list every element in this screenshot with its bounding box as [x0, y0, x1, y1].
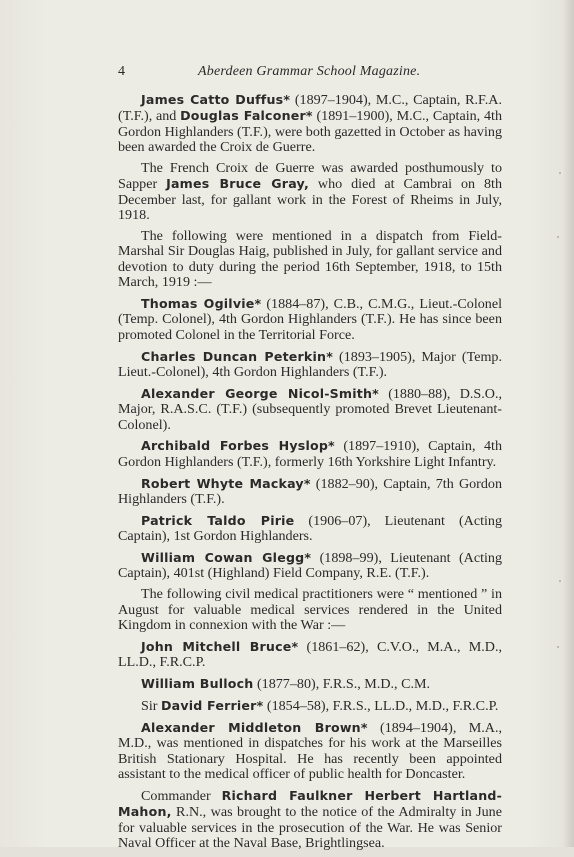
entry-glegg: William Cowan Glegg* (1898–99), Lieutenant (Acting Captain), 401st (Highland) Field Company, R.E. (T.F.). — [118, 550, 503, 582]
person-name: Robert Whyte Mackay* — [141, 475, 311, 491]
person-name: Alexander George Nicol-Smith* — [141, 385, 379, 401]
paper-speck — [559, 172, 561, 174]
person-name: James Catto Duffus* — [141, 92, 291, 107]
paragraph-haig-dispatch-intro: The following were mentioned in a dispatch from Field-Marshal Sir Douglas Haig, published in July, for gallant service and devotion to duty during the period 16th September, 1918, to 15th March, 1919 :— — [118, 228, 502, 291]
entry-nicol-smith: Alexander George Nicol-Smith* (1880–88), D.S.O., Major, R.A.S.C. (T.F.) (subsequently promoted Brevet Lieutenant-Colonel). — [118, 385, 502, 433]
paragraph-duffus-falconer: James Catto Duffus* (1897–1904), M.C., Captain, R.F.A. (T.F.), and Douglas Falconer* (1891–1900), M.C., Captain, 4th Gordon Highlanders (T.F.), were both gazetted in October as having been awarded the Croix de Guerre. — [118, 92, 502, 156]
person-name: Alexander Middleton Brown* — [141, 719, 368, 735]
magazine-title: Aberdeen Grammar School Magazine. — [198, 64, 421, 79]
person-name: John Mitchell Bruce* — [141, 638, 299, 654]
person-name: Thomas Ogilvie* — [141, 296, 262, 312]
entry-bruce: John Mitchell Bruce* (1861–62), C.V.O., M.A., M.D., LL.D., F.R.C.P. — [118, 638, 502, 671]
person-name: Patrick Taldo Pirie — [141, 512, 295, 528]
person-name: David Ferrier* — [160, 697, 264, 713]
person-name: James Bruce Gray, — [166, 176, 309, 192]
person-name: Archibald Forbes Hyslop* — [141, 438, 335, 454]
article-body — [118, 92, 502, 857]
entry-hartland-mahon: Commander Richard Faulkner Herbert Hartland-Mahon, R.N., was brought to the notice of the Admiralty in June for valuable services in the prosecution of the War. He was Senior Naval Officer at the Naval Base, Brightlingsea. — [118, 787, 502, 851]
running-header — [118, 64, 498, 84]
entry-pirie: Patrick Taldo Pirie (1906–07), Lieutenant (Acting Captain), 1st Gordon Highlanders. — [118, 512, 503, 545]
person-name: Douglas Falconer* — [180, 108, 313, 124]
person-name: William Cowan Glegg* — [141, 550, 312, 566]
entry-hyslop: Archibald Forbes Hyslop* (1897–1910), Captain, 4th Gordon Highlanders (T.F.), formerly 16th Yorkshire Light Infantry. — [118, 438, 502, 470]
paragraph-croix-de-guerre: The French Croix de Guerre was awarded posthumously to Sapper James Bruce Gray, who died at Cambrai on 8th December last, for gallant work in the Forest of Rheims in July, 1918. — [118, 160, 503, 224]
entry-mackay: Robert Whyte Mackay* (1882–90), Captain, 7th Gordon Highlanders (T.F.). — [118, 475, 502, 508]
paragraph-medical-intro: The following civil medical practitioners were “ mentioned ” in August for valuable medical services rendered in the United Kingdom in connexion with the War :— — [118, 586, 502, 634]
entry-ferrier: Sir David Ferrier* (1854–58), F.R.S., LL.D., M.D., F.R.C.P. — [141, 697, 499, 714]
person-name: Richard Faulkner Herbert Hartland-Mahon, — [118, 787, 502, 820]
paper-speck — [557, 646, 559, 648]
paper-speck — [559, 580, 561, 582]
entry-brown: Alexander Middleton Brown* (1894–1904), M.A., M.D., was mentioned in dispatches for his work at the Marseilles British Stationary Hospital. He has recently been appointed assistant to the medical officer of public health for Doncaster. — [118, 719, 502, 782]
person-name: Charles Duncan Peterkin* — [141, 348, 333, 364]
paper-speck — [557, 236, 559, 238]
entry-bulloch: William Bulloch (1877–80), F.R.S., M.D., C.M. — [141, 676, 431, 693]
page-spine-shadow — [562, 0, 574, 847]
person-name: William Bulloch — [141, 676, 254, 692]
entry-ogilvie: Thomas Ogilvie* (1884–87), C.B., C.M.G., Lieut.-Colonel (Temp. Colonel), 4th Gordon Highlanders (T.F.). He has since been promoted Colonel in the Territorial Force. — [118, 296, 503, 343]
entry-peterkin: Charles Duncan Peterkin* (1893–1905), Major (Temp. Lieut.-Colonel), 4th Gordon Highlanders (T.F.). — [118, 348, 502, 381]
page-number: 4 — [118, 64, 125, 79]
